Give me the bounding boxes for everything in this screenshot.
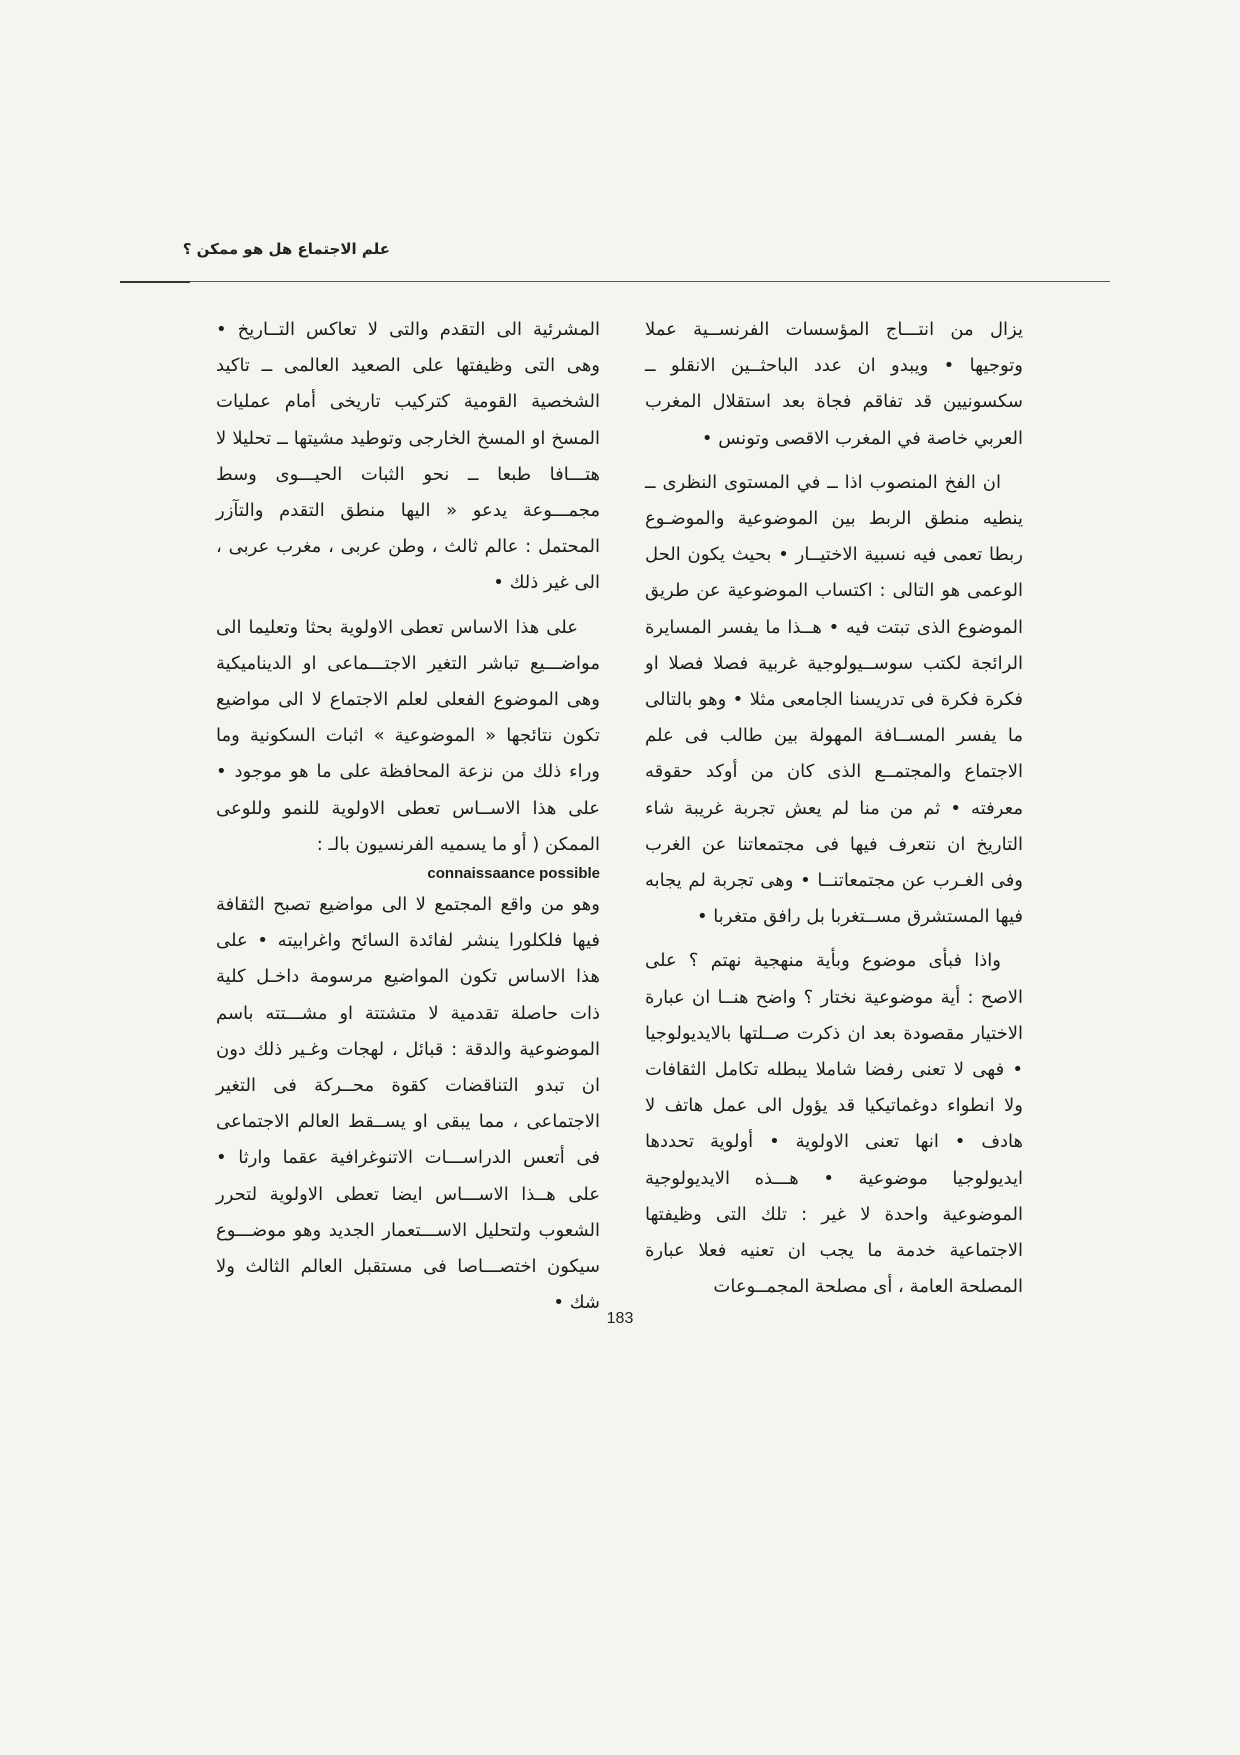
paragraph: يزال من انتـــاج المؤسسات الفرنســية عملا وتوجيها • ويبدو ان عدد الباحثــين الانقلو ــ سكسونيين قد تفاقم فجاة بعد استقلال المغرب العربي خاصة في المغرب الاقصى وتونس • (645, 319, 1023, 449)
right-column (645, 312, 1023, 1313)
header-rule-accent (120, 281, 190, 283)
header-rule (120, 281, 1110, 282)
paragraph: على هذا الاساس تعطى الاولوية بحثا وتعليما الى مواضـــيع تباشر التغير الاجتـــماعى او الديناميكية وهى الموضوع الفعلى لعلم الاجتماع لا الى مواضيع تكون نتائجها « الموضوعية » اثبات السكونية وما وراء ذلك من نزعة المحافظة على ما هو موجود • على هذا الاســاس تعطى الاولوية للنمو وللوعى الممكن ( أو ما يسميه الفرنسيون بالـ : (216, 616, 600, 855)
page-number: 183 (606, 1310, 634, 1327)
paragraph: وهو من واقع المجتمع لا الى مواضيع تصبح الثقافة فيها فلكلورا ينشر لفائدة السائح واغرابيته • على هذا الاساس تكون المواضيع مرسومة داخـل كلية ذات حاصلة تقدمية لا متشتتة او مشـــتته باسم الموضوعية والدقة : قبائل ، لهجات وغـير ذلك دون ان تبدو التناقضات كقوة محــركة فى التغير الاجتماعى ، مما يبقى او يســقط العالم الاجتماعى فى أتعس الدراســـات الاتنوغرافية عقما وارثا • على هــذا الاســـاس ايضا تعطى الاولوية لتحرر الشعوب ولتحليل الاســـتعمار الجديد وهو موضـــوع سيكون اختصـــاصا فى مستقبل العالم الثالث ولا شك • (216, 894, 600, 1314)
paragraph: ان الفخ المنصوب اذا ــ في المستوى النظرى ــ ينطيه منطق الربط بين الموضوعية والموضـوع ربطا تعمى فيه نسبية الاختيــار • بحيث يكون الحل الوعمى هو التالى : اكتساب الموضوعية عن طريق الموضوع الذى تبتت فيه • هــذا ما يفسر المسايرة الرائجة لكتب سوســيولوجية غربية فصلا فصلا او فكرة فكرة فى تدريسنا الجامعى مثلا • وهو بالتالى ما يفسر المســافة المهولة بين طالب فى علم الاجتماع والمجتمــع الذى كان من أوكد حقوقه معرفته • ثم من منا لم يعش تجربة غريبة شاء التاريخ ان نتعرف فيها فى مجتمعاتنا عن الغرب وفى الغـرب عن مجتمعاتنــا • وهى تجربة لم يجابه فيها المستشرق مســتغربا بل رافق متغربا • (645, 471, 1023, 928)
latin-term: connaissaance possible (427, 865, 600, 883)
left-column (216, 312, 600, 1329)
running-head: علم الاجتماع هل هو ممكن ؟ (182, 240, 390, 258)
paragraph: المشرئية الى التقدم والتى لا تعاكس التــاريخ • وهى التى وظيفتها على الصعيد العالمى ــ تاكيد الشخصية القومية كتركيب تاريخى أمام عمليات المسخ او المسخ الخارجى وتوطيد مشيتها ــ تحليلا لا هتـــافا طبعا ــ نحو الثبات الحيـــوى وسط مجمـــوعة يدعو « اليها منطق التقدم والتآزر المحتمل : عالم ثالث ، وطن عربى ، مغرب عربى ، الى غير ذلك • (216, 319, 600, 594)
paragraph: واذا فبأى موضوع وبأية منهجية نهتم ؟ على الاصح : أية موضوعية نختار ؟ واضح هنــا ان عبارة الاختيار مقصودة بعد ان ذكرت صــلتها بالايديولوجيا • فهى لا تعنى رفضا شاملا يبطله تكامل الثقافات ولا انطواء دوغماتيكيا قد يؤول الى عمل هاتف لا هادف • انها تعنى الاولوية • أولوية تحددها ايديولوجيا موضوعية • هـــذه الايديولوجية الموضوعية واحدة لا غير : تلك التى وظيفتها الاجتماعية خدمة ما يجب ان تعنيه فعلا عبارة المصلحة العامة ، أى مصلحة المجمــوعات (645, 950, 1023, 1298)
